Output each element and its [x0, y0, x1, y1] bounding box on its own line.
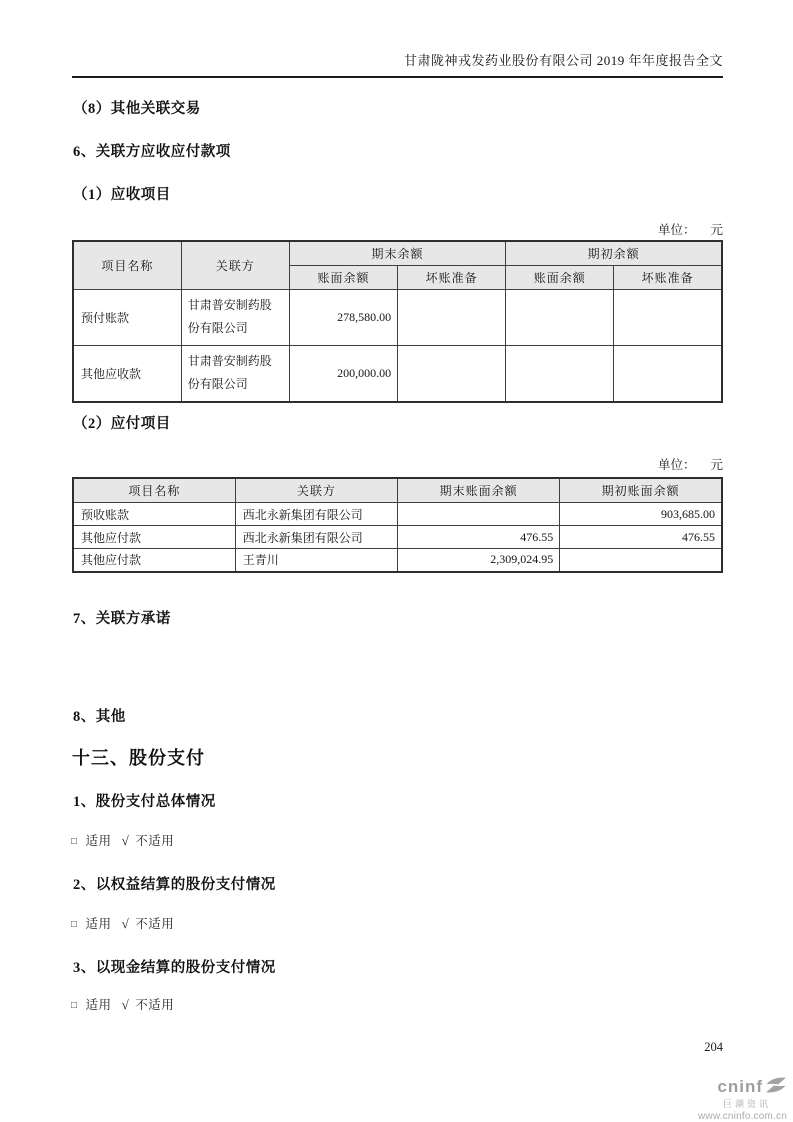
payable-table — [72, 477, 723, 573]
cell-end-book: 200,000.00 — [289, 345, 397, 401]
cell-item: 预收账款 — [73, 503, 235, 526]
table-row — [73, 290, 722, 346]
applicable-label: 适用 — [85, 834, 112, 848]
heading-equity-settled-share-payment: 2、以权益结算的股份支付情况 — [73, 877, 276, 893]
heading-cash-settled-share-payment: 3、以现金结算的股份支付情况 — [73, 960, 276, 976]
cell-end-bad — [398, 290, 506, 346]
cell-beginning: 903,685.00 — [560, 503, 722, 526]
cell-party: 甘肃普安制药股份有限公司 — [181, 290, 289, 346]
cell-party: 西北永新集团有限公司 — [235, 503, 397, 526]
heading-related-party-balances: 6、关联方应收应付款项 — [73, 144, 231, 160]
cell-beg-book — [506, 345, 614, 401]
heading-payable-items: （2）应付项目 — [73, 416, 171, 432]
unit-value: 元 — [710, 458, 723, 472]
document-header-title: 甘肃陇神戎发药业股份有限公司 2019 年年度报告全文 — [403, 53, 723, 68]
cninfo-brand-row — [667, 1076, 787, 1099]
document-header — [72, 50, 723, 78]
applicability-line — [71, 831, 174, 849]
payable-header-row — [73, 478, 722, 503]
table-row — [73, 549, 722, 572]
checkbox-icon: □ — [71, 919, 78, 930]
unit-label: 单位： — [657, 223, 696, 237]
col-ending-book-balance: 期末账面余额 — [398, 478, 560, 503]
cninfo-url: www.cninfo.com.cn — [698, 1111, 787, 1122]
unit-line-receivable — [72, 220, 723, 238]
table-row — [73, 503, 722, 526]
cninfo-logo-icon — [765, 1076, 787, 1099]
not-applicable-label: 不适用 — [135, 917, 175, 931]
cell-item: 其他应付款 — [73, 549, 235, 572]
checkbox-icon: □ — [71, 836, 78, 847]
col-ending-balance: 期末余额 — [289, 241, 505, 266]
applicable-label: 适用 — [85, 917, 112, 931]
heading-receivable-items: （1）应收项目 — [73, 187, 171, 203]
cell-ending: 476.55 — [398, 526, 560, 549]
cell-item: 其他应付款 — [73, 526, 235, 549]
cell-item: 其他应收款 — [73, 345, 181, 401]
col-related-party: 关联方 — [235, 478, 397, 503]
not-applicable-label: 不适用 — [135, 834, 175, 848]
col-related-party: 关联方 — [181, 241, 289, 290]
cell-beg-bad — [614, 290, 722, 346]
cell-end-bad — [398, 345, 506, 401]
cell-beg-book — [506, 290, 614, 346]
cell-ending: 2,309,024.95 — [398, 549, 560, 572]
cell-party: 王青川 — [235, 549, 397, 572]
receivable-table — [72, 240, 723, 403]
col-ending-book-balance: 账面余额 — [289, 266, 397, 290]
check-icon: √ — [121, 833, 130, 848]
applicability-line — [71, 914, 174, 932]
unit-label: 单位： — [657, 458, 696, 472]
table-row — [73, 526, 722, 549]
cell-party: 甘肃普安制药股份有限公司 — [181, 345, 289, 401]
heading-other: 8、其他 — [73, 709, 126, 725]
heading-related-party-commitments: 7、关联方承诺 — [73, 611, 171, 627]
cell-ending — [398, 503, 560, 526]
col-item-name: 项目名称 — [73, 241, 181, 290]
cninfo-chinese-name: 巨潮资讯 — [722, 1098, 771, 1109]
col-item-name: 项目名称 — [73, 478, 235, 503]
col-ending-bad-debt: 坏账准备 — [398, 266, 506, 290]
check-icon: √ — [121, 916, 130, 931]
cell-party: 西北永新集团有限公司 — [235, 526, 397, 549]
heading-share-payment: 十三、股份支付 — [72, 748, 205, 768]
checkbox-icon: □ — [71, 1000, 78, 1011]
col-beginning-book-balance: 账面余额 — [506, 266, 614, 290]
col-beginning-bad-debt: 坏账准备 — [614, 266, 722, 290]
page-number: 204 — [704, 1040, 723, 1054]
applicability-line — [71, 995, 174, 1013]
cell-end-book: 278,580.00 — [289, 290, 397, 346]
applicable-label: 适用 — [85, 998, 112, 1012]
cell-beg-bad — [614, 345, 722, 401]
cell-item: 预付账款 — [73, 290, 181, 346]
table-row — [73, 345, 722, 401]
heading-other-related-transactions: （8）其他关联交易 — [73, 101, 201, 117]
cninfo-footer-logo — [667, 1076, 787, 1122]
cell-beginning: 476.55 — [560, 526, 722, 549]
col-beginning-balance: 期初余额 — [506, 241, 722, 266]
unit-line-payable — [72, 455, 723, 473]
heading-share-payment-overview: 1、股份支付总体情况 — [73, 794, 216, 810]
unit-value: 元 — [710, 223, 723, 237]
cninfo-brand-text: cninf — [717, 1076, 763, 1096]
not-applicable-label: 不适用 — [135, 998, 175, 1012]
cell-beginning — [560, 549, 722, 572]
check-icon: √ — [121, 997, 130, 1012]
col-beginning-book-balance: 期初账面余额 — [560, 478, 722, 503]
receivable-header-row-1 — [73, 241, 722, 266]
